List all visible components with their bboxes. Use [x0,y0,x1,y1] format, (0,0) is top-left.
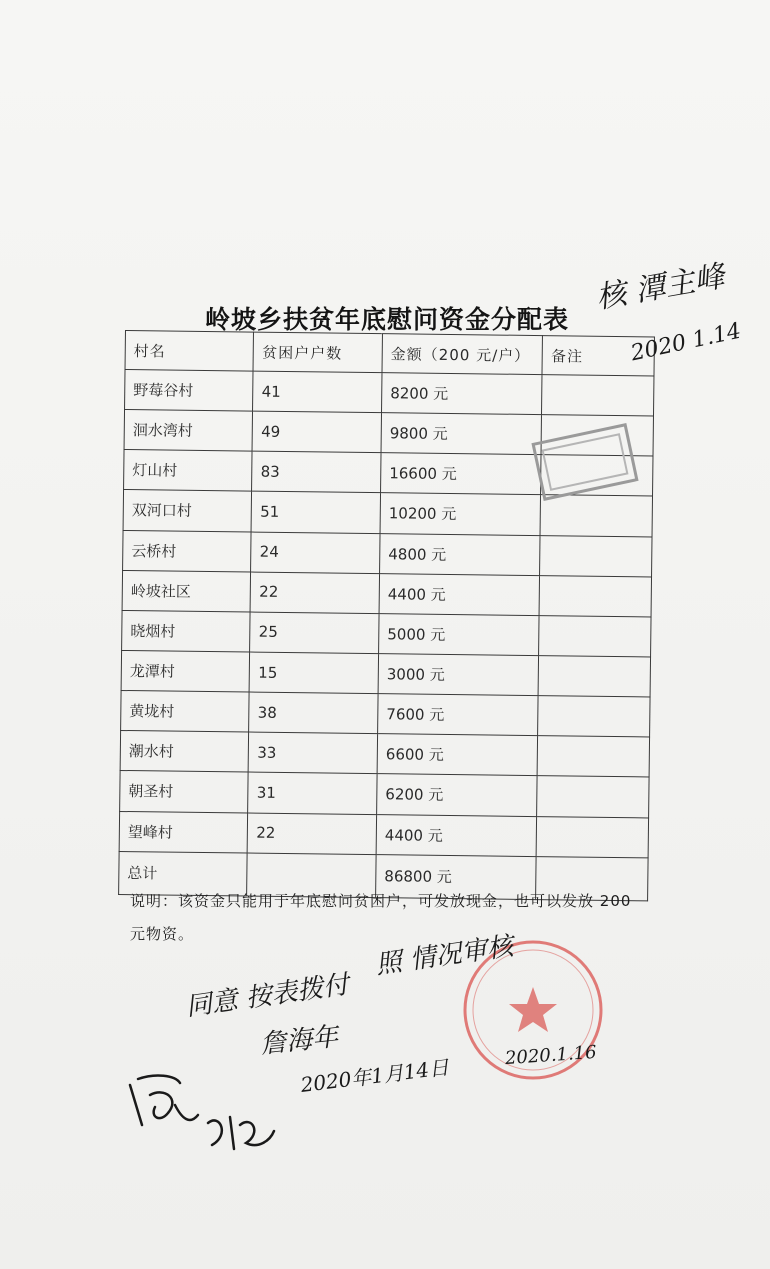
header-village: 村名 [125,331,254,372]
table-row [121,650,650,697]
table-row [122,570,651,617]
remarks-cell [538,696,650,738]
households-cell: 15 [249,652,378,694]
households-cell: 41 [253,371,382,413]
remarks-cell [537,816,649,858]
amount-cell: 4800 元 [380,533,541,575]
households-cell: 83 [252,451,381,493]
remarks-cell [540,535,652,577]
amount-cell: 4400 元 [379,573,540,615]
village-cell: 潮水村 [120,731,249,773]
households-cell: 22 [250,572,379,614]
amount-cell: 4400 元 [376,814,537,856]
table-header-row [125,331,654,376]
amount-cell: 10200 元 [380,493,541,535]
households-cell: 49 [252,411,381,453]
village-cell: 云桥村 [123,530,252,572]
handwritten-audit-date: 2020.1.16 [504,1041,598,1070]
handwritten-scrawl-bottom [200,1105,280,1160]
households-cell: 38 [249,692,378,734]
amount-cell: 8200 元 [382,373,543,415]
handwritten-audit-note: 照 情况审核 [373,931,516,981]
village-cell: 洄水湾村 [124,410,253,452]
households-cell: 24 [251,532,380,574]
amount-cell: 9800 元 [381,413,542,455]
remarks-cell [537,736,649,778]
document-title: 岭坡乡扶贫年底慰问资金分配表 [205,305,570,334]
handwritten-approver-name: 詹海年 [258,1021,340,1060]
header-households: 贫困户户数 [253,332,382,373]
table-row [125,370,654,417]
handwritten-scrawl-left [120,1065,210,1140]
header-remarks: 备注 [542,336,654,376]
table-row [122,610,651,657]
remarks-cell [539,615,651,657]
remarks-cell [542,375,654,417]
amount-cell: 16600 元 [381,453,542,495]
village-cell: 黄垅村 [121,691,250,733]
box-stamp-mark [530,420,640,505]
table-row [120,771,649,818]
village-cell: 龙潭村 [121,650,250,692]
header-amount: 金额（200 元/户） [382,334,543,375]
households-cell: 31 [248,772,377,814]
amount-cell: 5000 元 [379,613,540,655]
table-row [119,811,648,858]
households-cell: 33 [249,732,378,774]
village-cell: 野莓谷村 [125,370,254,412]
households-cell: 22 [248,813,377,855]
amount-cell: 6200 元 [377,774,538,816]
village-cell: 灯山村 [124,450,253,492]
amount-cell: 3000 元 [378,654,539,696]
handwritten-reviewer-signature: 核 潭主峰 [593,258,728,316]
remarks-cell [539,575,651,617]
remarks-cell [538,656,650,698]
allocation-table [118,330,655,901]
households-cell: 25 [250,612,379,654]
households-cell: 51 [251,491,380,533]
table-row [121,691,650,738]
amount-cell: 6600 元 [377,734,538,776]
amount-cell: 7600 元 [378,694,539,736]
handwritten-approval: 同意 按表拨付 [184,969,351,1023]
handwritten-reviewer-date: 2020 1.14 [628,318,744,367]
total-amount: 86800 元 [376,854,537,899]
village-cell: 岭坡社区 [122,570,251,612]
handwritten-approval-date: 2020年1月14日 [299,1054,451,1097]
table-row [123,530,652,577]
remarks-cell [537,776,649,818]
village-cell: 望峰村 [119,811,248,853]
table-row [120,731,649,778]
village-cell: 双河口村 [123,490,252,532]
village-cell: 朝圣村 [120,771,249,813]
note-text: 说明：该资金只能用于年底慰问贫困户，可发放现金，也可以发放 200 元物资。 [130,892,632,943]
total-label: 总计 [119,851,248,896]
village-cell: 晓烟村 [122,610,251,652]
